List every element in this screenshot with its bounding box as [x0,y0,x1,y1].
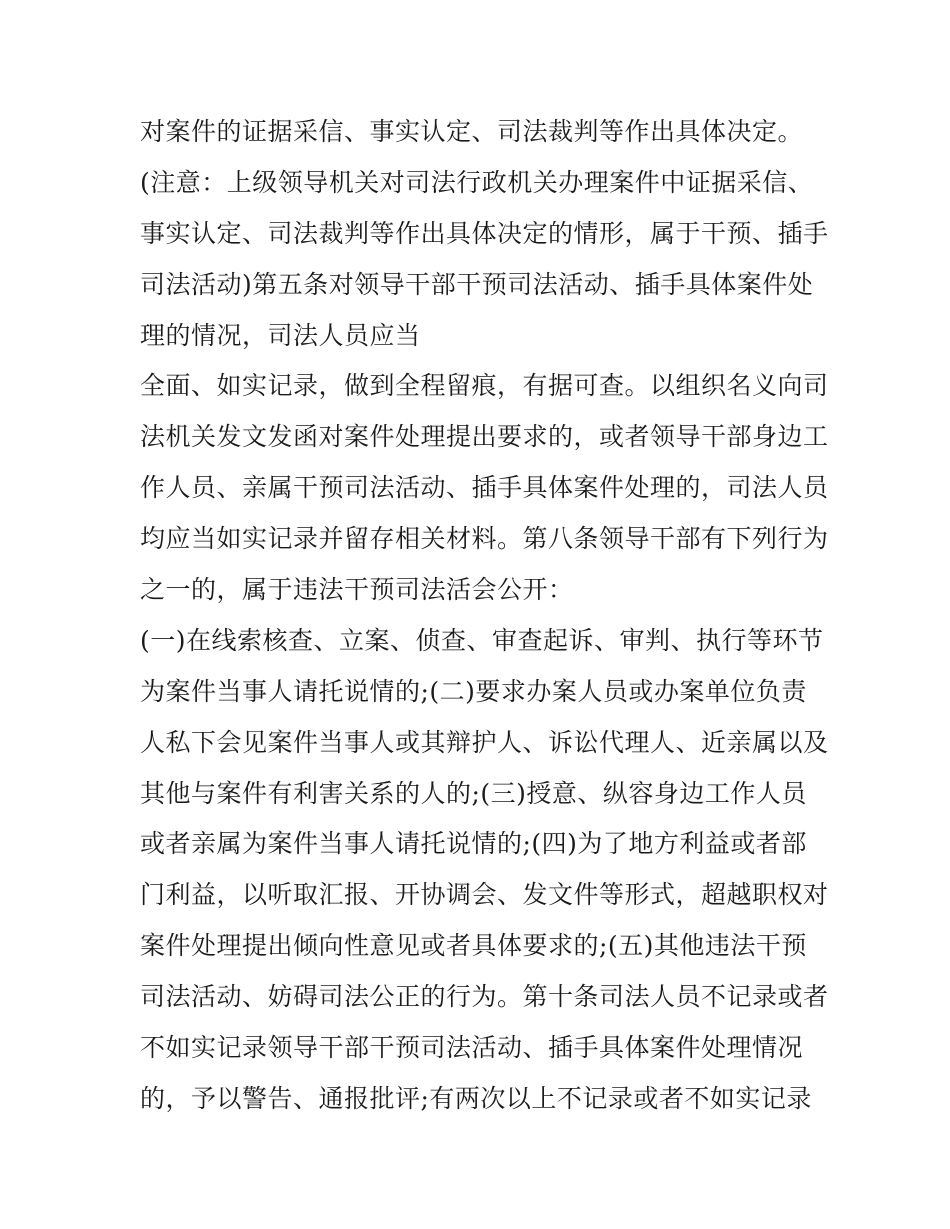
text-line: 或者亲属为案件当事人请托说情的;(四)为了地方利益或者部 [140,829,807,859]
text-line: 均应当如实记录并留存相关材料。第八条领导干部有下列行为 [140,524,829,554]
text-line: 理的情况，司法人员应当 [140,320,421,350]
text-line: 人私下会见案件当事人或其辩护人、诉讼代理人、近亲属以及 [140,727,829,757]
text-line: 不如实记录领导干部干预司法活动、插手具体案件处理情况 [140,1033,804,1063]
text-line: (一)在线索核查、立案、侦查、审查起诉、审判、执行等环节 [140,625,824,655]
text-line: 作人员、亲属干预司法活动、插手具体案件处理的，司法人员 [140,473,829,503]
text-line: 为案件当事人请托说情的;(二)要求办案人员或办案单位负责 [140,676,807,706]
text-line: 法机关发文发函对案件处理提出要求的，或者领导干部身边工 [140,422,829,452]
text-line: 之一的，属于违法干预司法活会公开： [140,575,574,605]
text-line: 司法活动、妨碍司法公正的行为。第十条司法人员不记录或者 [140,982,829,1012]
text-line: 全面、如实记录，做到全程留痕，有据可查。以组织名义向司 [140,371,829,401]
text-line: 案件处理提出倾向性意见或者具体要求的;(五)其他违法干预 [140,931,807,961]
text-line: 司法活动)第五条对领导干部干预司法活动、插手具体案件处 [140,269,814,299]
text-line: (注意：上级领导机关对司法行政机关办理案件中证据采信、 [140,167,814,197]
text-line: 其他与案件有利害关系的人的;(三)授意、纵容身边工作人员 [140,778,807,808]
text-line: 的，予以警告、通报批评;有两次以上不记录或者不如实记录 [140,1083,812,1113]
text-line: 对案件的证据采信、事实认定、司法裁判等作出具体决定。 [140,117,804,146]
body-text [140,107,829,1125]
text-line: 门利益，以听取汇报、开协调会、发文件等形式，超越职权对 [140,880,829,910]
text-line: 事实认定、司法裁判等作出具体决定的情形，属于干预、插手 [140,218,829,248]
